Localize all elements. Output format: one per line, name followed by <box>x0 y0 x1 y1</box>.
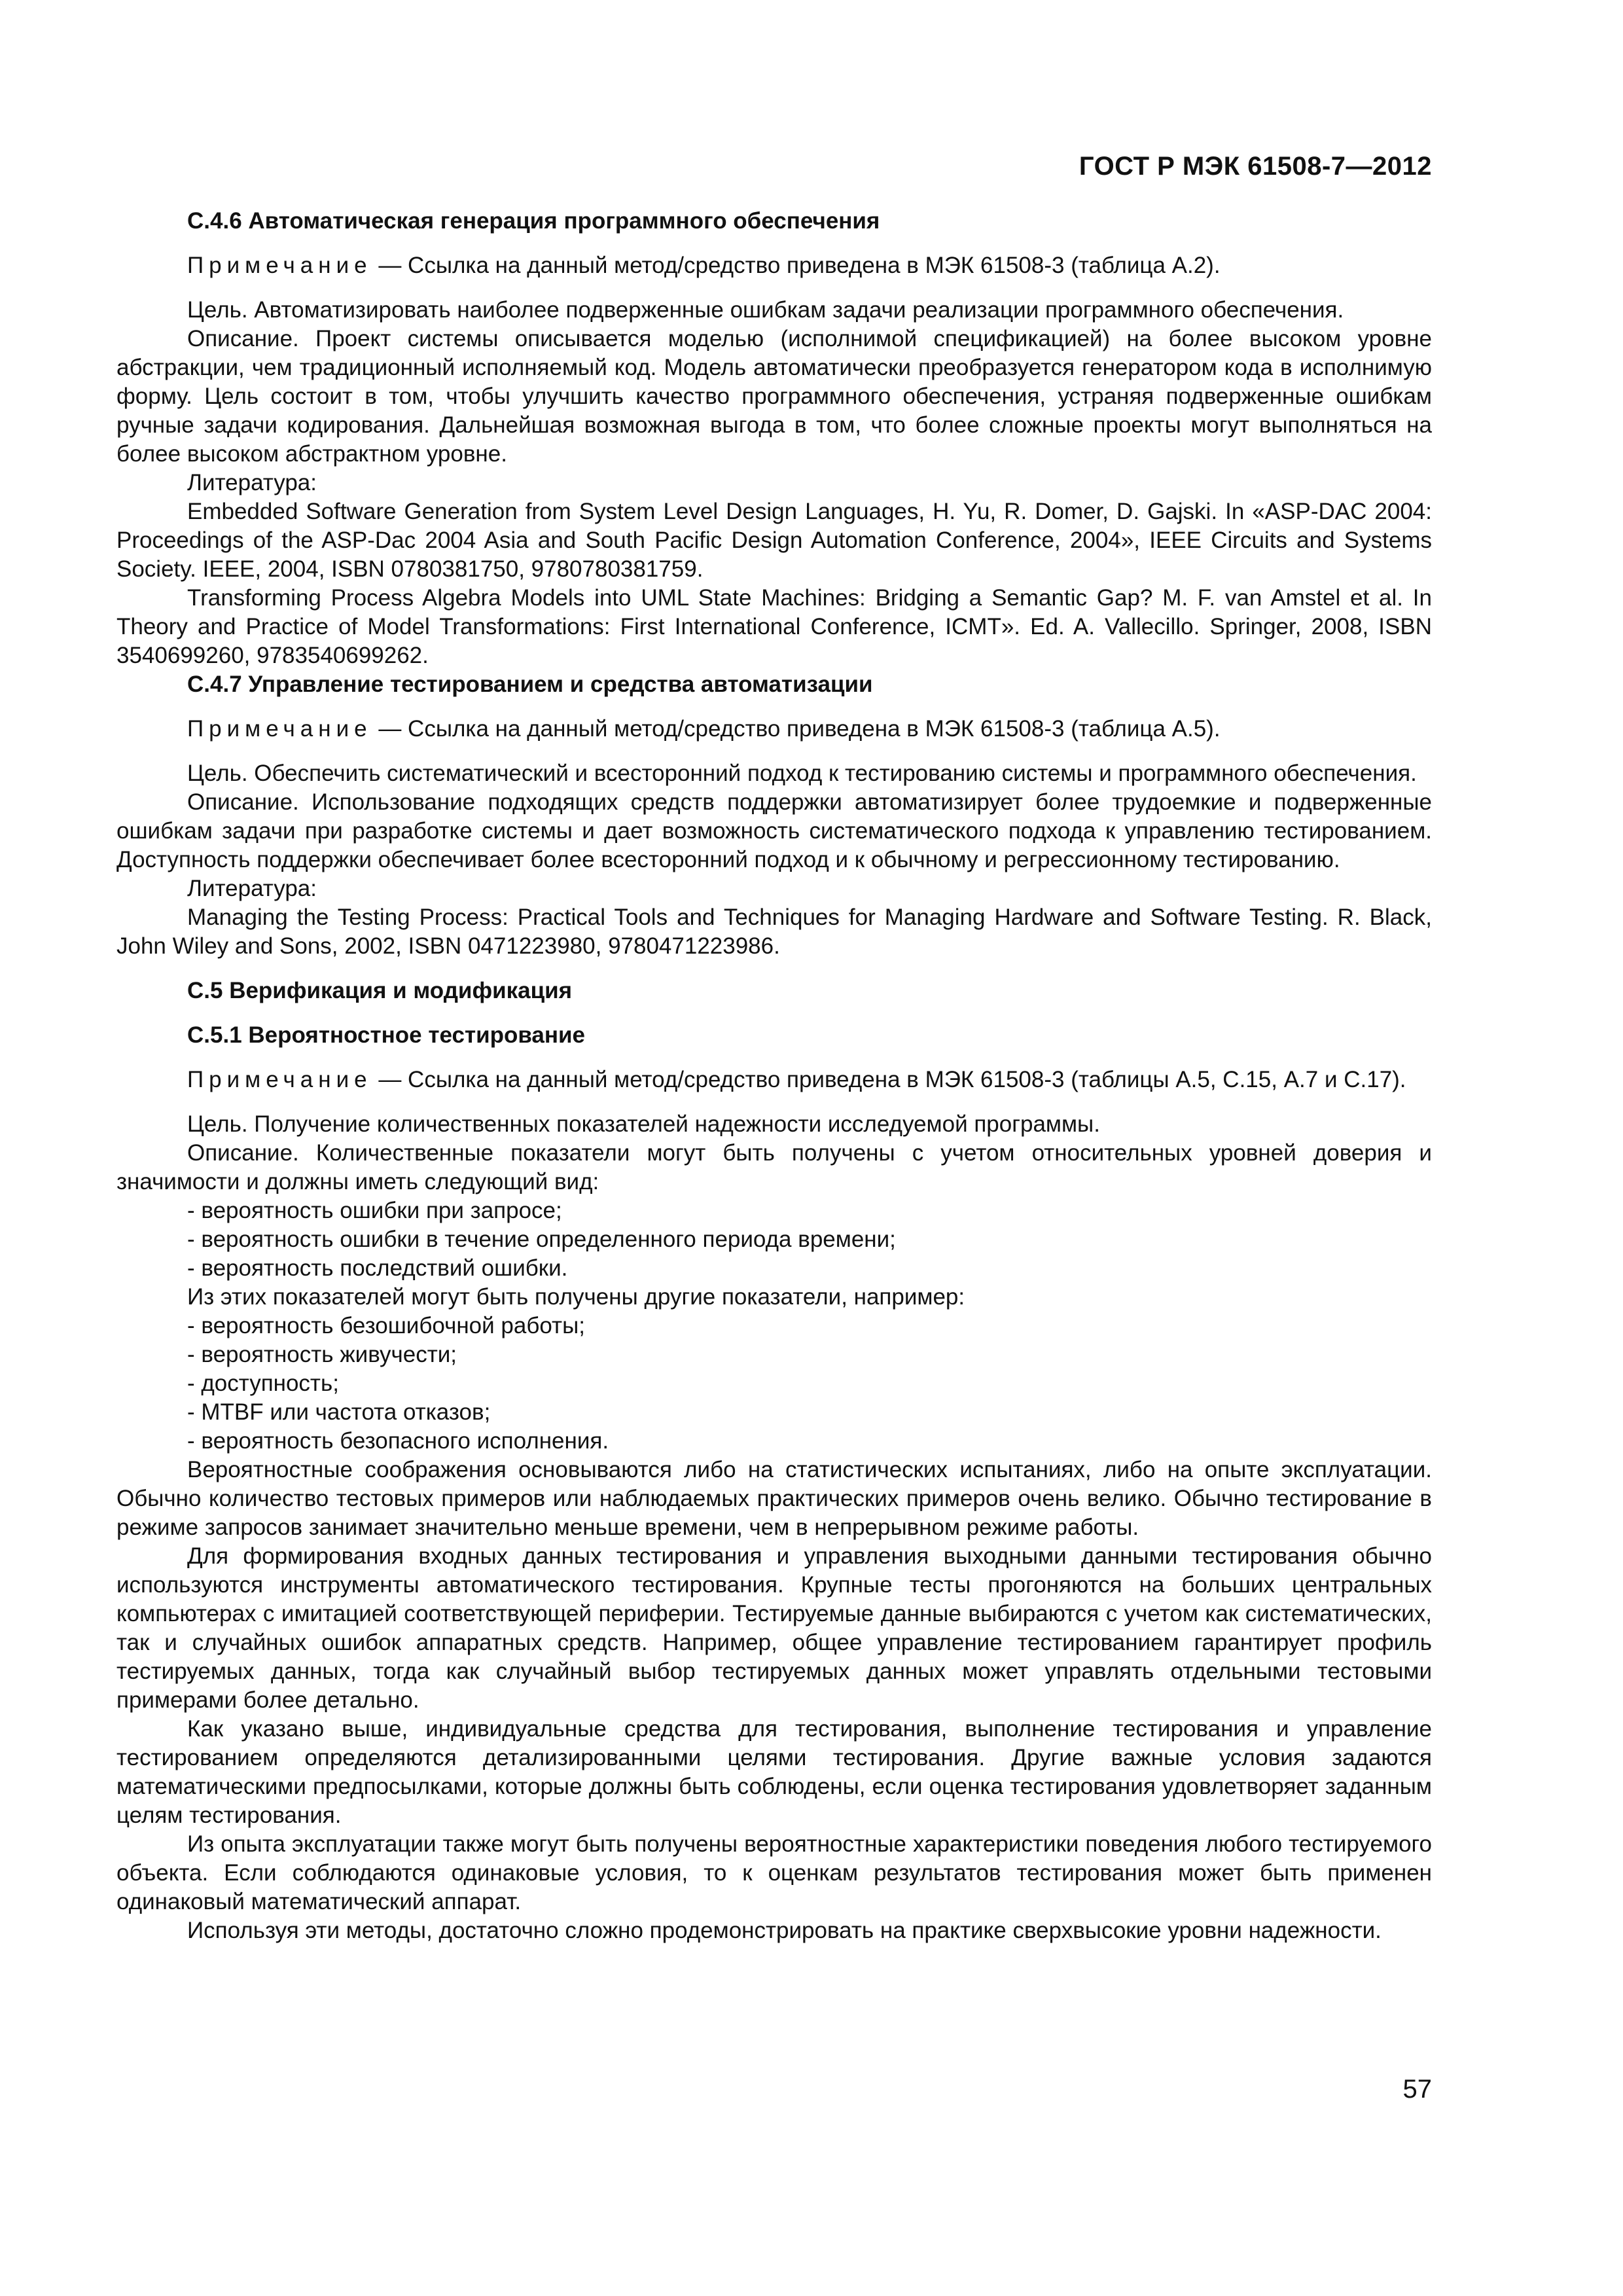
list-item: - вероятность живучести; <box>187 1342 457 1367</box>
list-item: - вероятность ошибки в течение определенного периода времени; <box>187 1227 896 1252</box>
section-c51-paragraph-5: Используя эти методы, достаточно сложно продемонстрировать на практике сверхвысокие уровни надежности. <box>187 1918 1382 1943</box>
section-c46-goal: Цель. Автоматизировать наиболее подверженные ошибкам задачи реализации программного обеспечения. <box>187 297 1344 323</box>
section-c51-note <box>116 1066 1432 1094</box>
note-text: — Ссылка на данный метод/средство приведена в МЭК 61508-3 (таблицы А.5, С.15, А.7 и С.17). <box>372 1067 1406 1092</box>
section-c46-description: Описание. Проект системы описывается моделью (исполнимой спецификацией) на более высоком уровне абстракции, чем традиционный исполняемый код. Модель автоматически преобразуется генератором кода в исполнимую форму. Цель состоит в том, чтобы улучшить качество программного обеспечения, устраняя подверженные ошибкам ручные задачи кодирования. Дальнейшая возможная выгода в том, что более сложные проекты могут выполняться на более высоком абстрактном уровне. <box>116 326 1432 467</box>
page-number: 57 <box>1402 2075 1432 2104</box>
section-c51-intro-2: Из этих показателей могут быть получены другие показатели, например: <box>187 1284 965 1310</box>
section-c51-paragraph-3: Как указано выше, индивидуальные средства для тестирования, выполнение тестирования и управление тестированием определяются детализированными целями тестирования. Другие важные условия задаются математическими предпосылками, которые должны быть соблюдены, если оценка тестирования удовлетворяет заданным целям тестирования. <box>116 1716 1432 1828</box>
note-text: — Ссылка на данный метод/средство приведена в МЭК 61508-3 (таблица А.5). <box>372 716 1221 742</box>
section-c46-heading: C.4.6 Автоматическая генерация программного обеспечения <box>187 208 880 234</box>
note-text: — Ссылка на данный метод/средство приведена в МЭК 61508-3 (таблица А.2). <box>372 253 1221 278</box>
section-c51-paragraph-1: Вероятностные соображения основываются либо на статистических испытаниях, либо на опыте эксплуатации. Обычно количество тестовых примеров или наблюдаемых практических примеров очень велико. Обычно тестирование в режиме запросов занимает значительно меньше времени, чем в непрерывном режиме работы. <box>116 1457 1432 1540</box>
section-c47-literature-label: Литература: <box>187 876 317 901</box>
list-item: - вероятность безопасного исполнения. <box>187 1428 609 1454</box>
list-item: - вероятность последствий ошибки. <box>187 1255 568 1281</box>
section-c5-heading: C.5 Верификация и модификация <box>187 978 573 1003</box>
section-c46-reference-2: Transforming Process Algebra Models into UML State Machines: Bridging a Semantic Gap? M. F. van Amstel et al. In Theory and Practice of Model Transformations: First International Conference, ICMT». Ed. A. Vallecillo. Springer, 2008, ISBN 3540699260, 9783540699262. <box>116 585 1432 668</box>
section-c51-paragraph-2: Для формирования входных данных тестирования и управления выходными данными тестирования обычно используются инструменты автоматического тестирования. Крупные тесты прогоняются на больших центральных компьютерах с имитацией соответствующей периферии. Тестируемые данные выбираются с учетом как систематических, так и случайных ошибок аппаратных средств. Например, общее управление тестированием гарантирует профиль тестируемых данных, тогда как случайный выбор тестируемых данных может управлять отдельными тестовыми примерами более детально. <box>116 1543 1432 1713</box>
section-c47-reference-1: Managing the Testing Process: Practical Tools and Techniques for Managing Hardware and Software Testing. R. Black, John Wiley and Sons, 2002, ISBN 0471223980, 9780471223986. <box>116 905 1432 959</box>
list-item: - доступность; <box>187 1371 339 1396</box>
section-c46-reference-1: Embedded Software Generation from System Level Design Languages, H. Yu, R. Domer, D. Gajski. In «ASP-DAC 2004: Proceedings of the ASP-Dac 2004 Asia and South Pacific Design Automation Conference, 2004», IEEE Circuits and Systems Society. IEEE, 2004, ISBN 0780381750, 9780780381759. <box>116 499 1432 582</box>
list-item: - MTBF или частота отказов; <box>187 1399 491 1425</box>
note-label: Примечание <box>187 1067 372 1092</box>
page-content <box>116 207 1432 1945</box>
section-c51-heading: C.5.1 Вероятностное тестирование <box>187 1022 586 1048</box>
section-c47-goal: Цель. Обеспечить систематический и всесторонний подход к тестированию системы и программного обеспечения. <box>187 761 1417 786</box>
note-label: Примечание <box>187 716 372 742</box>
note-label: Примечание <box>187 253 372 278</box>
section-c46-literature-label: Литература: <box>187 470 317 495</box>
section-c47-description: Описание. Использование подходящих средств поддержки автоматизирует более трудоемкие и подверженные ошибкам задачи при разработке системы и дает возможность систематического подхода к управлению тестированием. Доступность поддержки обеспечивает более всесторонний подход и к обычному и регрессионному тестированию. <box>116 789 1432 872</box>
section-c51-goal: Цель. Получение количественных показателей надежности исследуемой программы. <box>187 1111 1100 1137</box>
section-c51-paragraph-4: Из опыта эксплуатации также могут быть получены вероятностные характеристики поведения любого тестируемого объекта. Если соблюдаются одинаковые условия, то к оценкам результатов тестирования может быть применен одинаковый математический аппарат. <box>116 1831 1432 1914</box>
section-c47-heading: C.4.7 Управление тестированием и средства автоматизации <box>187 672 873 697</box>
section-c51-description: Описание. Количественные показатели могут быть получены с учетом относительных уровней доверия и значимости и должны иметь следующий вид: <box>116 1140 1432 1194</box>
document-code-header: ГОСТ Р МЭК 61508-7—2012 <box>1079 152 1432 181</box>
section-c47-note <box>116 715 1432 744</box>
section-c46-note <box>116 251 1432 280</box>
list-item: - вероятность ошибки при запросе; <box>187 1198 562 1223</box>
list-item: - вероятность безошибочной работы; <box>187 1313 585 1338</box>
